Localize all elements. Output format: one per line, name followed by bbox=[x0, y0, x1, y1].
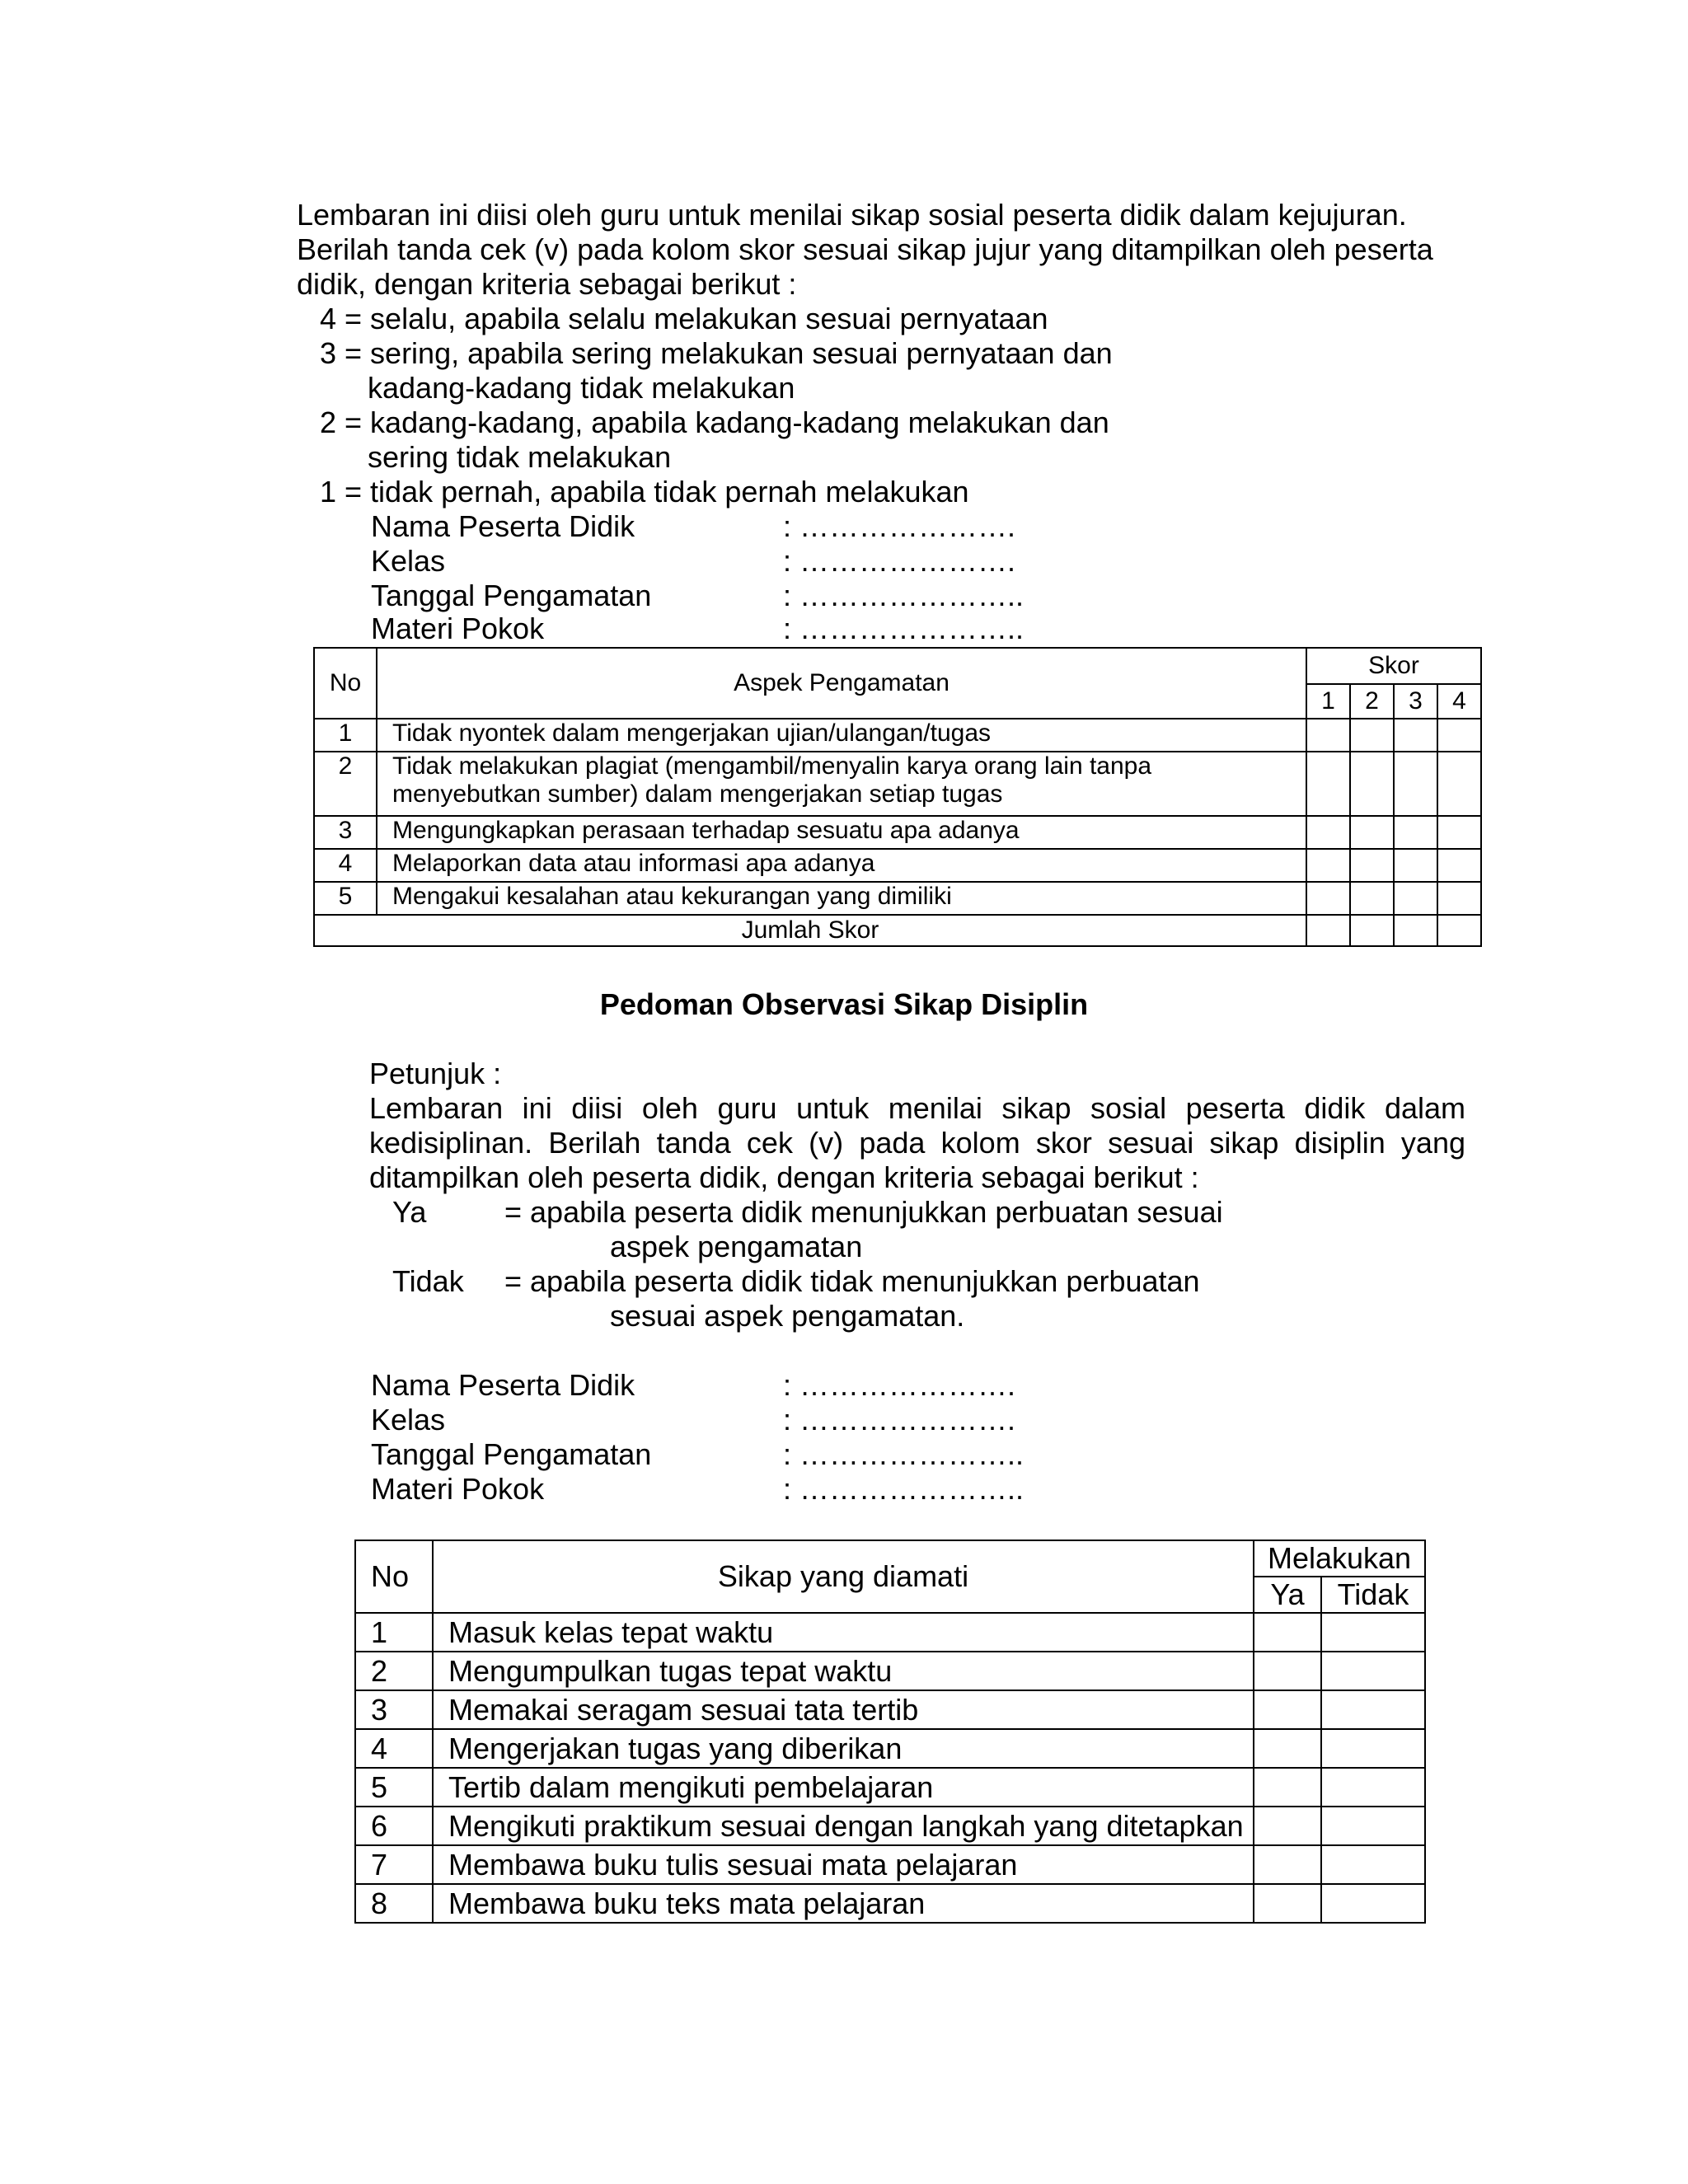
header-aspek: Aspek Pengamatan bbox=[377, 648, 1306, 719]
row-sikap: Membawa buku teks mata pelajaran bbox=[433, 1884, 1254, 1923]
table-row bbox=[314, 752, 1481, 816]
row-no: 1 bbox=[314, 719, 377, 752]
row-sikap: Mengerjakan tugas yang diberikan bbox=[433, 1729, 1254, 1768]
row-aspek: Mengungkapkan perasaan terhadap sesuatu apa adanya bbox=[377, 816, 1306, 849]
total-label: Jumlah Skor bbox=[314, 915, 1306, 946]
ya-cell[interactable] bbox=[1254, 1768, 1321, 1807]
field-label-tanggal: Tanggal Pengamatan bbox=[371, 1437, 652, 1471]
criteria-ya-text-continued: aspek pengamatan bbox=[610, 1230, 863, 1263]
score-cell[interactable] bbox=[1394, 752, 1437, 816]
row-sikap: Memakai seragam sesuai tata tertib bbox=[433, 1690, 1254, 1729]
row-no: 5 bbox=[355, 1768, 433, 1807]
score-cell[interactable] bbox=[1437, 849, 1481, 882]
tidak-cell[interactable] bbox=[1321, 1652, 1425, 1690]
field-label-nama: Nama Peserta Didik bbox=[371, 1368, 635, 1402]
header-no: No bbox=[355, 1540, 433, 1613]
tidak-cell[interactable] bbox=[1321, 1845, 1425, 1884]
ya-cell[interactable] bbox=[1254, 1652, 1321, 1690]
header-score-4: 4 bbox=[1437, 684, 1481, 719]
criteria-item: 1 = tidak pernah, apabila tidak pernah melakukan bbox=[320, 475, 969, 509]
petunjuk-label: Petunjuk : bbox=[369, 1057, 502, 1090]
table-row bbox=[355, 1768, 1425, 1807]
header-skor: Skor bbox=[1306, 648, 1481, 684]
criteria-item-continued: sering tidak melakukan bbox=[368, 440, 672, 474]
table-row bbox=[355, 1845, 1425, 1884]
header-ya: Ya bbox=[1254, 1577, 1321, 1613]
instruction-line: kedisiplinan. Berilah tanda cek (v) pada kolom skor sesuai sikap disiplin yang bbox=[369, 1126, 1465, 1160]
tidak-cell[interactable] bbox=[1321, 1884, 1425, 1923]
tidak-cell[interactable] bbox=[1321, 1768, 1425, 1807]
table-row bbox=[355, 1613, 1425, 1652]
table-row bbox=[355, 1652, 1425, 1690]
row-aspek: Tidak nyontek dalam mengerjakan ujian/ulangan/tugas bbox=[377, 719, 1306, 752]
ya-cell[interactable] bbox=[1254, 1729, 1321, 1768]
field-label-kelas: Kelas bbox=[371, 544, 446, 578]
score-cell[interactable] bbox=[1306, 882, 1350, 915]
row-no: 3 bbox=[355, 1690, 433, 1729]
header-score-3: 3 bbox=[1394, 684, 1437, 719]
score-cell[interactable] bbox=[1394, 882, 1437, 915]
total-score-cell[interactable] bbox=[1306, 915, 1350, 946]
table-row bbox=[355, 1884, 1425, 1923]
ya-cell[interactable] bbox=[1254, 1613, 1321, 1652]
intro-line: Berilah tanda cek (v) pada kolom skor sesuai sikap jujur yang ditampilkan oleh peserta bbox=[297, 232, 1433, 266]
field-value-tanggal: : ………………….. bbox=[783, 579, 1025, 612]
field-label-materi: Materi Pokok bbox=[371, 1472, 545, 1506]
row-sikap: Membawa buku tulis sesuai mata pelajaran bbox=[433, 1845, 1254, 1884]
total-score-cell[interactable] bbox=[1350, 915, 1394, 946]
row-no: 3 bbox=[314, 816, 377, 849]
total-score-cell[interactable] bbox=[1437, 915, 1481, 946]
row-aspek-line: menyebutkan sumber) dalam mengerjakan setiap tugas bbox=[392, 780, 1003, 808]
field-label-tanggal: Tanggal Pengamatan bbox=[371, 579, 652, 612]
section-title: Pedoman Observasi Sikap Disiplin bbox=[599, 987, 1089, 1021]
ya-cell[interactable] bbox=[1254, 1845, 1321, 1884]
criteria-ya-term: Ya bbox=[392, 1195, 427, 1229]
score-cell[interactable] bbox=[1437, 719, 1481, 752]
table-row bbox=[314, 849, 1481, 882]
table-row bbox=[355, 1807, 1425, 1845]
field-value-nama: : …………………. bbox=[783, 509, 1016, 543]
ya-cell[interactable] bbox=[1254, 1884, 1321, 1923]
field-value-nama: : …………………. bbox=[783, 1368, 1016, 1402]
criteria-item: 4 = selalu, apabila selalu melakukan sesuai pernyataan bbox=[320, 302, 1048, 335]
row-sikap: Mengikuti praktikum sesuai dengan langkah yang ditetapkan bbox=[433, 1807, 1254, 1845]
score-cell[interactable] bbox=[1394, 849, 1437, 882]
header-melakukan: Melakukan bbox=[1254, 1540, 1425, 1577]
header-score-2: 2 bbox=[1350, 684, 1394, 719]
field-label-kelas: Kelas bbox=[371, 1403, 446, 1436]
field-value-kelas: : …………………. bbox=[783, 544, 1016, 578]
tidak-cell[interactable] bbox=[1321, 1613, 1425, 1652]
row-sikap: Tertib dalam mengikuti pembelajaran bbox=[433, 1768, 1254, 1807]
criteria-item-continued: kadang-kadang tidak melakukan bbox=[368, 371, 795, 405]
row-no: 8 bbox=[355, 1884, 433, 1923]
ya-cell[interactable] bbox=[1254, 1690, 1321, 1729]
row-sikap: Mengumpulkan tugas tepat waktu bbox=[433, 1652, 1254, 1690]
score-cell[interactable] bbox=[1306, 816, 1350, 849]
row-no: 2 bbox=[355, 1652, 433, 1690]
score-cell[interactable] bbox=[1350, 849, 1394, 882]
table-row bbox=[355, 1690, 1425, 1729]
criteria-item: 2 = kadang-kadang, apabila kadang-kadang melakukan dan bbox=[320, 405, 1109, 439]
field-value-materi: : ………………….. bbox=[783, 612, 1025, 645]
header-score-1: 1 bbox=[1306, 684, 1350, 719]
criteria-tidak-text-continued: sesuai aspek pengamatan. bbox=[610, 1299, 965, 1333]
score-cell[interactable] bbox=[1306, 719, 1350, 752]
field-label-materi: Materi Pokok bbox=[371, 612, 545, 645]
total-score-cell[interactable] bbox=[1394, 915, 1437, 946]
score-cell[interactable] bbox=[1394, 719, 1437, 752]
tidak-cell[interactable] bbox=[1321, 1690, 1425, 1729]
criteria-list bbox=[320, 302, 1113, 509]
row-aspek: Mengakui kesalahan atau kekurangan yang dimiliki bbox=[377, 882, 1306, 915]
table-row bbox=[314, 719, 1481, 752]
row-no: 2 bbox=[314, 752, 377, 816]
field-value-kelas: : …………………. bbox=[783, 1403, 1016, 1436]
row-no: 7 bbox=[355, 1845, 433, 1884]
criteria-item: 3 = sering, apabila sering melakukan sesuai pernyataan dan bbox=[320, 336, 1113, 370]
score-cell[interactable] bbox=[1437, 816, 1481, 849]
row-no: 5 bbox=[314, 882, 377, 915]
table-row bbox=[355, 1729, 1425, 1768]
score-cell[interactable] bbox=[1350, 816, 1394, 849]
field-value-tanggal: : ………………….. bbox=[783, 1437, 1025, 1471]
row-aspek-line: Tidak melakukan plagiat (mengambil/menyalin karya orang lain tanpa bbox=[392, 752, 1152, 780]
row-aspek: Melaporkan data atau informasi apa adanya bbox=[377, 849, 1306, 882]
score-cell[interactable] bbox=[1306, 752, 1350, 816]
score-cell[interactable] bbox=[1437, 752, 1481, 816]
row-aspek bbox=[377, 752, 1306, 816]
intro-line: didik, dengan kriteria sebagai berikut : bbox=[297, 267, 797, 301]
row-no: 1 bbox=[355, 1613, 433, 1652]
honesty-observation-table bbox=[313, 647, 1482, 947]
section2-instructions bbox=[369, 1057, 1465, 1195]
score-cell[interactable] bbox=[1350, 752, 1394, 816]
row-no: 6 bbox=[355, 1807, 433, 1845]
field-label-nama: Nama Peserta Didik bbox=[371, 509, 635, 543]
discipline-observation-table bbox=[354, 1540, 1426, 1924]
ya-cell[interactable] bbox=[1254, 1807, 1321, 1845]
header-tidak: Tidak bbox=[1321, 1577, 1425, 1613]
header-sikap: Sikap yang diamati bbox=[433, 1540, 1254, 1613]
criteria-tidak-text: = apabila peserta didik tidak menunjukkan perbuatan bbox=[504, 1264, 1200, 1298]
score-cell[interactable] bbox=[1437, 882, 1481, 915]
total-row bbox=[314, 915, 1481, 946]
criteria-ya-text: = apabila peserta didik menunjukkan perbuatan sesuai bbox=[504, 1195, 1223, 1229]
score-cell[interactable] bbox=[1350, 719, 1394, 752]
criteria-tidak-term: Tidak bbox=[392, 1264, 464, 1298]
intro-paragraph bbox=[297, 198, 1467, 302]
table-row bbox=[314, 816, 1481, 849]
score-cell[interactable] bbox=[1306, 849, 1350, 882]
instruction-line: ditampilkan oleh peserta didik, dengan kriteria sebagai berikut : bbox=[369, 1160, 1199, 1194]
score-cell[interactable] bbox=[1394, 816, 1437, 849]
intro-line: Lembaran ini diisi oleh guru untuk menilai sikap sosial peserta didik dalam kejujuran. bbox=[297, 198, 1407, 232]
row-no: 4 bbox=[314, 849, 377, 882]
tidak-cell[interactable] bbox=[1321, 1807, 1425, 1845]
score-cell[interactable] bbox=[1350, 882, 1394, 915]
field-value-materi: : ………………….. bbox=[783, 1472, 1025, 1506]
instruction-line: Lembaran ini diisi oleh guru untuk menilai sikap sosial peserta didik dalam bbox=[369, 1091, 1465, 1125]
row-sikap: Masuk kelas tepat waktu bbox=[433, 1613, 1254, 1652]
header-no: No bbox=[314, 648, 377, 719]
row-no: 4 bbox=[355, 1729, 433, 1768]
tidak-cell[interactable] bbox=[1321, 1729, 1425, 1768]
table-row bbox=[314, 882, 1481, 915]
